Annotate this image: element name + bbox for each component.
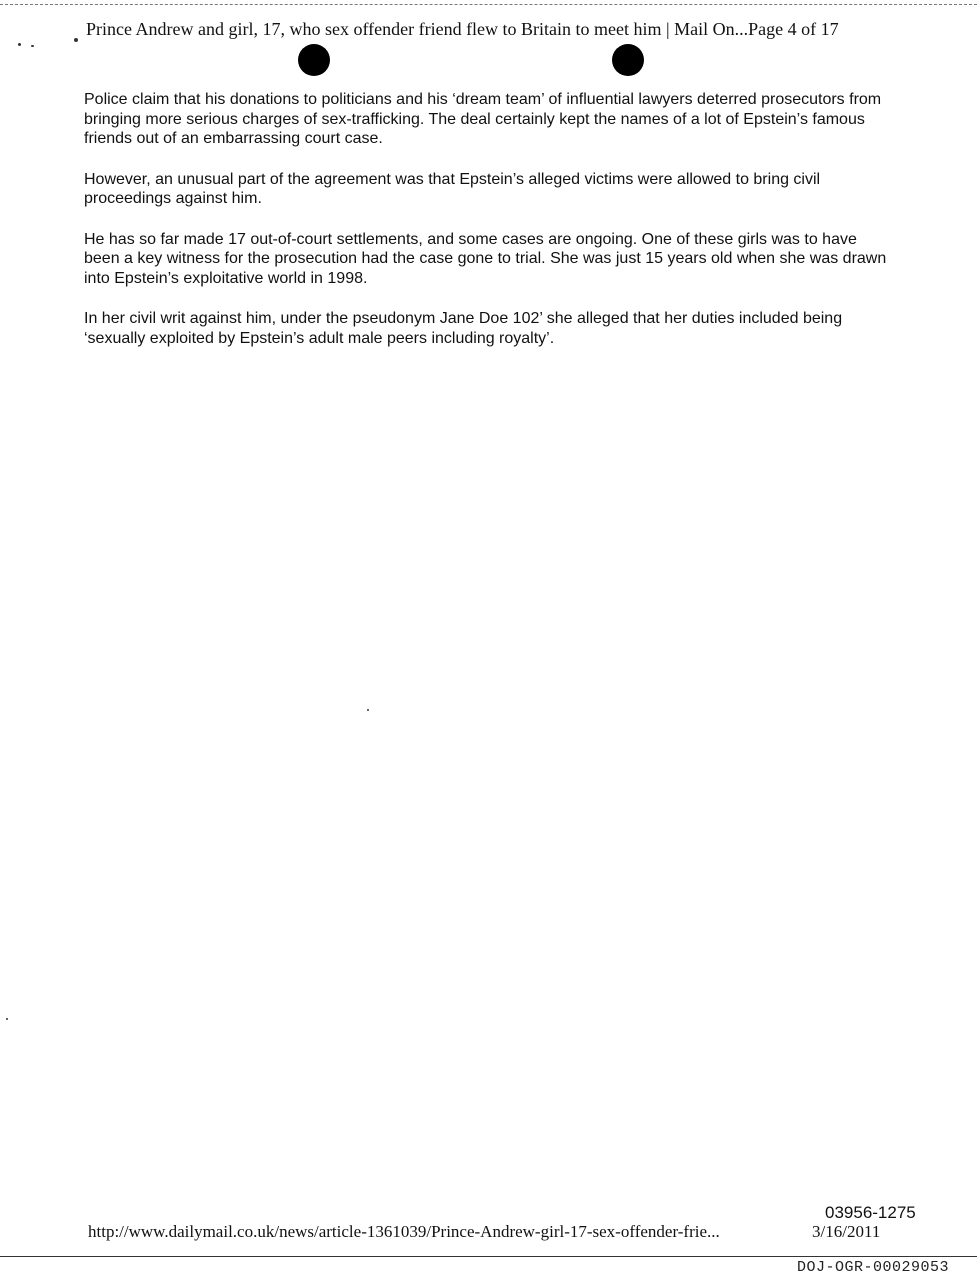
header-title: Prince Andrew and girl, 17, who sex offender friend flew to Britain to meet him | Mail On... <box>86 19 749 39</box>
article-paragraph: He has so far made 17 out-of-court settlements, and some cases are ongoing. One of these girls was to have been a key witness for the prosecution had the case gone to trial. She was just 15 years old when she was drawn into Epstein’s exploitative world in 1998. <box>84 230 887 287</box>
footer-date: 3/16/2011 <box>812 1222 881 1241</box>
top-scan-rule <box>0 4 977 5</box>
bottom-rule <box>0 1256 977 1257</box>
bates-stamp: DOJ-OGR-00029053 <box>796 1259 949 1276</box>
article-body <box>84 90 894 369</box>
article-paragraph: Police claim that his donations to politicians and his ‘dream team’ of influential lawyers deterred prosecutors from bringing more serious charges of sex-trafficking. The deal certainly kept the names of a lot of Epstein’s famous friends out of an embarrassing court case. <box>84 91 882 147</box>
scan-speck <box>74 38 78 42</box>
punch-hole-right <box>612 44 644 76</box>
scan-speck <box>367 709 369 711</box>
scan-speck <box>18 43 21 46</box>
footer-url: http://www.dailymail.co.uk/news/article-1361039/Prince-Andrew-girl-17-sex-offender-frie... <box>88 1222 720 1241</box>
header-page-label: Page 4 of 17 <box>748 19 839 39</box>
page-header <box>86 18 906 40</box>
article-paragraph: However, an unusual part of the agreement was that Epstein’s alleged victims were allowed to bring civil proceedings against him. <box>84 170 821 207</box>
punch-hole-left <box>298 44 330 76</box>
scan-speck <box>31 45 34 47</box>
article-paragraph: In her civil writ against him, under the pseudonym Jane Doe 102’ she alleged that her duties included being ‘sexually exploited by Epstein’s adult male peers including royalty’. <box>84 310 843 347</box>
document-id: 03956-1275 <box>825 1203 916 1222</box>
scan-speck <box>6 1018 8 1020</box>
